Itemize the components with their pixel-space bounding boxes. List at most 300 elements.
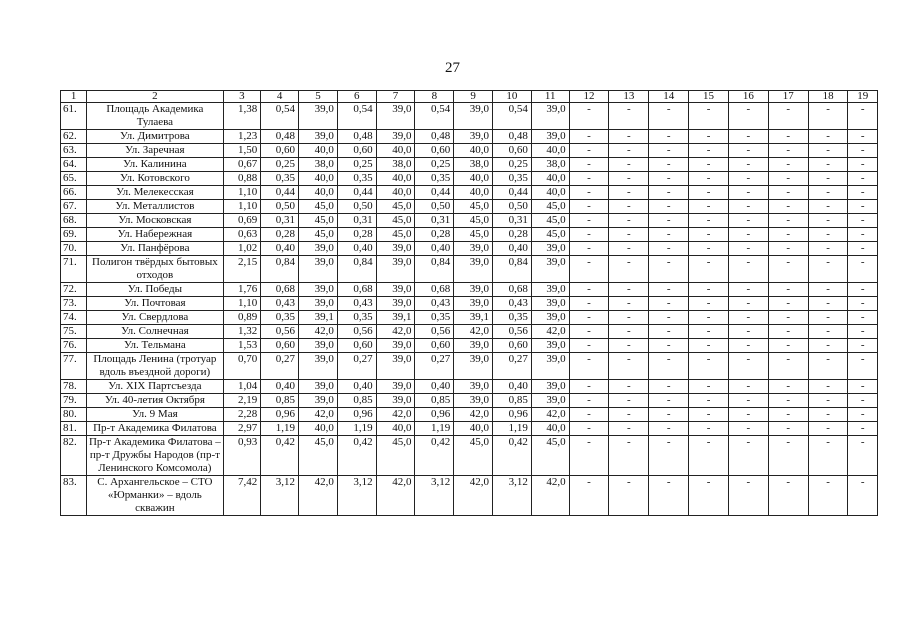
value-cell: 39,0 xyxy=(376,339,415,353)
empty-cell: - xyxy=(768,158,808,172)
empty-cell: - xyxy=(569,476,609,516)
value-cell: 45,0 xyxy=(376,214,415,228)
street-name: Ул. XIX Партсъезда xyxy=(87,380,223,394)
empty-cell: - xyxy=(689,408,729,422)
empty-cell: - xyxy=(808,311,848,325)
empty-cell: - xyxy=(609,311,649,325)
empty-cell: - xyxy=(609,186,649,200)
value-cell: 39,0 xyxy=(376,130,415,144)
row-number: 64. xyxy=(61,158,87,172)
value-cell: 42,0 xyxy=(531,408,569,422)
value-cell: 0,42 xyxy=(261,436,299,476)
empty-cell: - xyxy=(808,297,848,311)
empty-cell: - xyxy=(768,476,808,516)
value-cell: 39,0 xyxy=(531,103,569,130)
value-cell: 38,0 xyxy=(299,158,338,172)
empty-cell: - xyxy=(808,214,848,228)
value-cell: 0,60 xyxy=(493,144,532,158)
value-cell: 0,85 xyxy=(337,394,376,408)
header-row xyxy=(61,91,878,103)
value-cell: 39,0 xyxy=(531,297,569,311)
empty-cell: - xyxy=(569,408,609,422)
street-name: Ул. Тельмана xyxy=(87,339,223,353)
street-name: Ул. Заречная xyxy=(87,144,223,158)
empty-cell: - xyxy=(728,228,768,242)
empty-cell: - xyxy=(649,186,689,200)
value-cell: 0,68 xyxy=(261,283,299,297)
table-row xyxy=(61,283,878,297)
page-number: 27 xyxy=(445,60,460,76)
empty-cell: - xyxy=(569,311,609,325)
row-number: 61. xyxy=(61,103,87,130)
value-cell: 45,0 xyxy=(454,214,493,228)
value-cell: 45,0 xyxy=(531,200,569,214)
empty-cell: - xyxy=(808,144,848,158)
column-header: 14 xyxy=(649,91,689,103)
value-cell: 39,1 xyxy=(454,311,493,325)
value-cell: 1,02 xyxy=(223,242,261,256)
empty-cell: - xyxy=(768,228,808,242)
empty-cell: - xyxy=(609,228,649,242)
empty-cell: - xyxy=(848,380,878,394)
street-name: Пр-т Академика Филатова xyxy=(87,422,223,436)
value-cell: 0,96 xyxy=(337,408,376,422)
empty-cell: - xyxy=(649,283,689,297)
value-cell: 39,0 xyxy=(299,297,338,311)
value-cell: 1,10 xyxy=(223,186,261,200)
value-cell: 40,0 xyxy=(454,172,493,186)
table-row xyxy=(61,476,878,516)
value-cell: 0,27 xyxy=(415,353,454,380)
table-row xyxy=(61,200,878,214)
empty-cell: - xyxy=(848,283,878,297)
empty-cell: - xyxy=(569,214,609,228)
row-number: 63. xyxy=(61,144,87,158)
empty-cell: - xyxy=(569,186,609,200)
empty-cell: - xyxy=(609,242,649,256)
empty-cell: - xyxy=(768,186,808,200)
value-cell: 0,67 xyxy=(223,158,261,172)
value-cell: 0,93 xyxy=(223,436,261,476)
value-cell: 40,0 xyxy=(454,422,493,436)
empty-cell: - xyxy=(848,297,878,311)
value-cell: 45,0 xyxy=(454,228,493,242)
empty-cell: - xyxy=(768,380,808,394)
empty-cell: - xyxy=(649,172,689,186)
table-row xyxy=(61,103,878,130)
empty-cell: - xyxy=(808,172,848,186)
empty-cell: - xyxy=(848,172,878,186)
empty-cell: - xyxy=(689,130,729,144)
value-cell: 39,0 xyxy=(454,353,493,380)
row-number: 70. xyxy=(61,242,87,256)
empty-cell: - xyxy=(808,436,848,476)
value-cell: 0,40 xyxy=(415,242,454,256)
value-cell: 1,38 xyxy=(223,103,261,130)
street-name: С. Архангельское – СТО «Юрманки» – вдоль скважин xyxy=(87,476,223,516)
empty-cell: - xyxy=(569,172,609,186)
empty-cell: - xyxy=(768,144,808,158)
empty-cell: - xyxy=(569,130,609,144)
value-cell: 39,0 xyxy=(376,353,415,380)
empty-cell: - xyxy=(649,158,689,172)
row-number: 78. xyxy=(61,380,87,394)
column-header: 19 xyxy=(848,91,878,103)
empty-cell: - xyxy=(768,394,808,408)
empty-cell: - xyxy=(808,256,848,283)
value-cell: 0,54 xyxy=(337,103,376,130)
value-cell: 2,97 xyxy=(223,422,261,436)
value-cell: 0,31 xyxy=(337,214,376,228)
row-number: 80. xyxy=(61,408,87,422)
value-cell: 0,60 xyxy=(261,339,299,353)
value-cell: 0,60 xyxy=(337,339,376,353)
value-cell: 0,44 xyxy=(415,186,454,200)
value-cell: 39,0 xyxy=(531,311,569,325)
value-cell: 0,35 xyxy=(261,311,299,325)
empty-cell: - xyxy=(728,380,768,394)
column-header: 17 xyxy=(768,91,808,103)
empty-cell: - xyxy=(848,353,878,380)
value-cell: 0,68 xyxy=(415,283,454,297)
street-name: Ул. Набережная xyxy=(87,228,223,242)
value-cell: 1,50 xyxy=(223,144,261,158)
empty-cell: - xyxy=(689,422,729,436)
value-cell: 39,0 xyxy=(454,283,493,297)
value-cell: 0,40 xyxy=(493,242,532,256)
empty-cell: - xyxy=(848,214,878,228)
empty-cell: - xyxy=(848,311,878,325)
empty-cell: - xyxy=(728,394,768,408)
empty-cell: - xyxy=(689,380,729,394)
empty-cell: - xyxy=(728,103,768,130)
value-cell: 3,12 xyxy=(337,476,376,516)
value-cell: 42,0 xyxy=(376,476,415,516)
empty-cell: - xyxy=(609,408,649,422)
empty-cell: - xyxy=(609,297,649,311)
value-cell: 0,25 xyxy=(493,158,532,172)
empty-cell: - xyxy=(768,256,808,283)
empty-cell: - xyxy=(808,325,848,339)
value-cell: 39,0 xyxy=(531,339,569,353)
row-number: 75. xyxy=(61,325,87,339)
value-cell: 39,0 xyxy=(299,283,338,297)
value-cell: 0,56 xyxy=(261,325,299,339)
value-cell: 40,0 xyxy=(454,186,493,200)
empty-cell: - xyxy=(768,283,808,297)
column-header: 11 xyxy=(531,91,569,103)
empty-cell: - xyxy=(728,297,768,311)
value-cell: 0,44 xyxy=(493,186,532,200)
value-cell: 39,0 xyxy=(299,130,338,144)
empty-cell: - xyxy=(689,339,729,353)
row-number: 77. xyxy=(61,353,87,380)
empty-cell: - xyxy=(569,380,609,394)
empty-cell: - xyxy=(808,408,848,422)
value-cell: 40,0 xyxy=(376,144,415,158)
value-cell: 40,0 xyxy=(376,186,415,200)
value-cell: 1,19 xyxy=(493,422,532,436)
empty-cell: - xyxy=(848,158,878,172)
empty-cell: - xyxy=(649,380,689,394)
empty-cell: - xyxy=(649,297,689,311)
value-cell: 39,0 xyxy=(376,242,415,256)
empty-cell: - xyxy=(689,186,729,200)
empty-cell: - xyxy=(728,200,768,214)
table-row xyxy=(61,214,878,228)
empty-cell: - xyxy=(569,297,609,311)
empty-cell: - xyxy=(649,228,689,242)
empty-cell: - xyxy=(569,339,609,353)
value-cell: 0,35 xyxy=(337,172,376,186)
empty-cell: - xyxy=(728,214,768,228)
empty-cell: - xyxy=(689,158,729,172)
value-cell: 39,0 xyxy=(531,380,569,394)
empty-cell: - xyxy=(649,408,689,422)
column-header: 2 xyxy=(87,91,223,103)
street-name: Ул. Котовского xyxy=(87,172,223,186)
value-cell: 0,42 xyxy=(337,436,376,476)
value-cell: 39,0 xyxy=(454,297,493,311)
street-name: Ул. 9 Мая xyxy=(87,408,223,422)
value-cell: 0,84 xyxy=(337,256,376,283)
empty-cell: - xyxy=(728,339,768,353)
empty-cell: - xyxy=(848,422,878,436)
value-cell: 39,0 xyxy=(299,394,338,408)
empty-cell: - xyxy=(848,144,878,158)
column-header: 10 xyxy=(493,91,532,103)
value-cell: 0,96 xyxy=(415,408,454,422)
value-cell: 40,0 xyxy=(454,144,493,158)
value-cell: 3,12 xyxy=(415,476,454,516)
empty-cell: - xyxy=(728,158,768,172)
value-cell: 3,12 xyxy=(493,476,532,516)
empty-cell: - xyxy=(649,200,689,214)
empty-cell: - xyxy=(808,103,848,130)
value-cell: 0,25 xyxy=(261,158,299,172)
value-cell: 0,27 xyxy=(493,353,532,380)
value-cell: 45,0 xyxy=(454,436,493,476)
row-number: 81. xyxy=(61,422,87,436)
value-cell: 42,0 xyxy=(454,476,493,516)
table-row xyxy=(61,436,878,476)
empty-cell: - xyxy=(609,158,649,172)
empty-cell: - xyxy=(649,436,689,476)
empty-cell: - xyxy=(609,476,649,516)
value-cell: 40,0 xyxy=(299,172,338,186)
value-cell: 1,19 xyxy=(415,422,454,436)
column-header: 7 xyxy=(376,91,415,103)
street-name: Ул. Свердлова xyxy=(87,311,223,325)
value-cell: 39,1 xyxy=(376,311,415,325)
empty-cell: - xyxy=(609,130,649,144)
table-row xyxy=(61,311,878,325)
empty-cell: - xyxy=(649,214,689,228)
value-cell: 1,19 xyxy=(337,422,376,436)
value-cell: 0,84 xyxy=(493,256,532,283)
empty-cell: - xyxy=(569,242,609,256)
column-header: 5 xyxy=(299,91,338,103)
empty-cell: - xyxy=(689,325,729,339)
empty-cell: - xyxy=(609,325,649,339)
empty-cell: - xyxy=(768,325,808,339)
empty-cell: - xyxy=(649,339,689,353)
table-row xyxy=(61,130,878,144)
empty-cell: - xyxy=(569,283,609,297)
value-cell: 39,0 xyxy=(299,103,338,130)
empty-cell: - xyxy=(848,103,878,130)
table-row xyxy=(61,325,878,339)
empty-cell: - xyxy=(569,200,609,214)
empty-cell: - xyxy=(808,283,848,297)
row-number: 68. xyxy=(61,214,87,228)
value-cell: 1,23 xyxy=(223,130,261,144)
value-cell: 0,50 xyxy=(493,200,532,214)
column-header: 12 xyxy=(569,91,609,103)
empty-cell: - xyxy=(768,297,808,311)
empty-cell: - xyxy=(689,144,729,158)
value-cell: 42,0 xyxy=(531,476,569,516)
table-row xyxy=(61,408,878,422)
empty-cell: - xyxy=(848,256,878,283)
value-cell: 0,40 xyxy=(415,380,454,394)
row-number: 76. xyxy=(61,339,87,353)
value-cell: 38,0 xyxy=(454,158,493,172)
value-cell: 0,60 xyxy=(261,144,299,158)
value-cell: 1,10 xyxy=(223,200,261,214)
column-header: 9 xyxy=(454,91,493,103)
column-header: 18 xyxy=(808,91,848,103)
value-cell: 39,0 xyxy=(454,242,493,256)
value-cell: 0,43 xyxy=(493,297,532,311)
empty-cell: - xyxy=(689,172,729,186)
table-row xyxy=(61,172,878,186)
value-cell: 0,68 xyxy=(493,283,532,297)
street-name: Ул. Солнечная xyxy=(87,325,223,339)
empty-cell: - xyxy=(728,130,768,144)
empty-cell: - xyxy=(649,394,689,408)
column-header: 1 xyxy=(61,91,87,103)
street-name: Ул. Калинина xyxy=(87,158,223,172)
value-cell: 0,84 xyxy=(415,256,454,283)
value-cell: 39,0 xyxy=(376,394,415,408)
value-cell: 0,70 xyxy=(223,353,261,380)
value-cell: 0,48 xyxy=(493,130,532,144)
value-cell: 39,0 xyxy=(376,283,415,297)
empty-cell: - xyxy=(808,476,848,516)
empty-cell: - xyxy=(728,436,768,476)
empty-cell: - xyxy=(609,200,649,214)
empty-cell: - xyxy=(848,436,878,476)
empty-cell: - xyxy=(768,103,808,130)
empty-cell: - xyxy=(728,283,768,297)
value-cell: 40,0 xyxy=(531,144,569,158)
value-cell: 0,28 xyxy=(493,228,532,242)
empty-cell: - xyxy=(808,200,848,214)
empty-cell: - xyxy=(689,311,729,325)
value-cell: 45,0 xyxy=(299,436,338,476)
empty-cell: - xyxy=(609,394,649,408)
value-cell: 0,42 xyxy=(493,436,532,476)
value-cell: 0,35 xyxy=(415,311,454,325)
value-cell: 0,60 xyxy=(337,144,376,158)
row-number: 67. xyxy=(61,200,87,214)
empty-cell: - xyxy=(848,408,878,422)
street-name: Ул. Мелекесская xyxy=(87,186,223,200)
value-cell: 0,28 xyxy=(415,228,454,242)
value-cell: 39,0 xyxy=(454,103,493,130)
value-cell: 0,44 xyxy=(337,186,376,200)
value-cell: 39,0 xyxy=(531,256,569,283)
value-cell: 42,0 xyxy=(299,325,338,339)
empty-cell: - xyxy=(569,256,609,283)
empty-cell: - xyxy=(848,476,878,516)
empty-cell: - xyxy=(808,353,848,380)
value-cell: 0,27 xyxy=(261,353,299,380)
row-number: 79. xyxy=(61,394,87,408)
empty-cell: - xyxy=(689,476,729,516)
empty-cell: - xyxy=(808,130,848,144)
table-row xyxy=(61,339,878,353)
empty-cell: - xyxy=(848,186,878,200)
value-cell: 0,35 xyxy=(415,172,454,186)
value-cell: 0,35 xyxy=(493,172,532,186)
value-cell: 0,60 xyxy=(415,339,454,353)
value-cell: 0,50 xyxy=(261,200,299,214)
value-cell: 39,0 xyxy=(531,242,569,256)
value-cell: 0,31 xyxy=(261,214,299,228)
empty-cell: - xyxy=(649,476,689,516)
empty-cell: - xyxy=(569,436,609,476)
empty-cell: - xyxy=(808,186,848,200)
value-cell: 39,0 xyxy=(454,380,493,394)
value-cell: 45,0 xyxy=(299,214,338,228)
table-row xyxy=(61,256,878,283)
empty-cell: - xyxy=(808,242,848,256)
value-cell: 1,10 xyxy=(223,297,261,311)
empty-cell: - xyxy=(728,144,768,158)
value-cell: 0,28 xyxy=(337,228,376,242)
value-cell: 1,76 xyxy=(223,283,261,297)
value-cell: 0,31 xyxy=(493,214,532,228)
value-cell: 39,0 xyxy=(531,394,569,408)
column-header: 3 xyxy=(223,91,261,103)
empty-cell: - xyxy=(689,256,729,283)
value-cell: 0,54 xyxy=(415,103,454,130)
empty-cell: - xyxy=(728,408,768,422)
empty-cell: - xyxy=(569,325,609,339)
empty-cell: - xyxy=(569,144,609,158)
street-name: Ул. Панфёрова xyxy=(87,242,223,256)
street-name: Ул. Победы xyxy=(87,283,223,297)
street-name: Ул. Почтовая xyxy=(87,297,223,311)
value-cell: 39,0 xyxy=(376,103,415,130)
empty-cell: - xyxy=(609,144,649,158)
empty-cell: - xyxy=(649,311,689,325)
empty-cell: - xyxy=(649,325,689,339)
value-cell: 0,68 xyxy=(337,283,376,297)
value-cell: 45,0 xyxy=(299,228,338,242)
empty-cell: - xyxy=(768,422,808,436)
street-name: Ул. Димитрова xyxy=(87,130,223,144)
row-number: 62. xyxy=(61,130,87,144)
empty-cell: - xyxy=(689,228,729,242)
value-cell: 42,0 xyxy=(531,325,569,339)
empty-cell: - xyxy=(609,103,649,130)
value-cell: 39,0 xyxy=(299,339,338,353)
value-cell: 0,43 xyxy=(415,297,454,311)
row-number: 71. xyxy=(61,256,87,283)
